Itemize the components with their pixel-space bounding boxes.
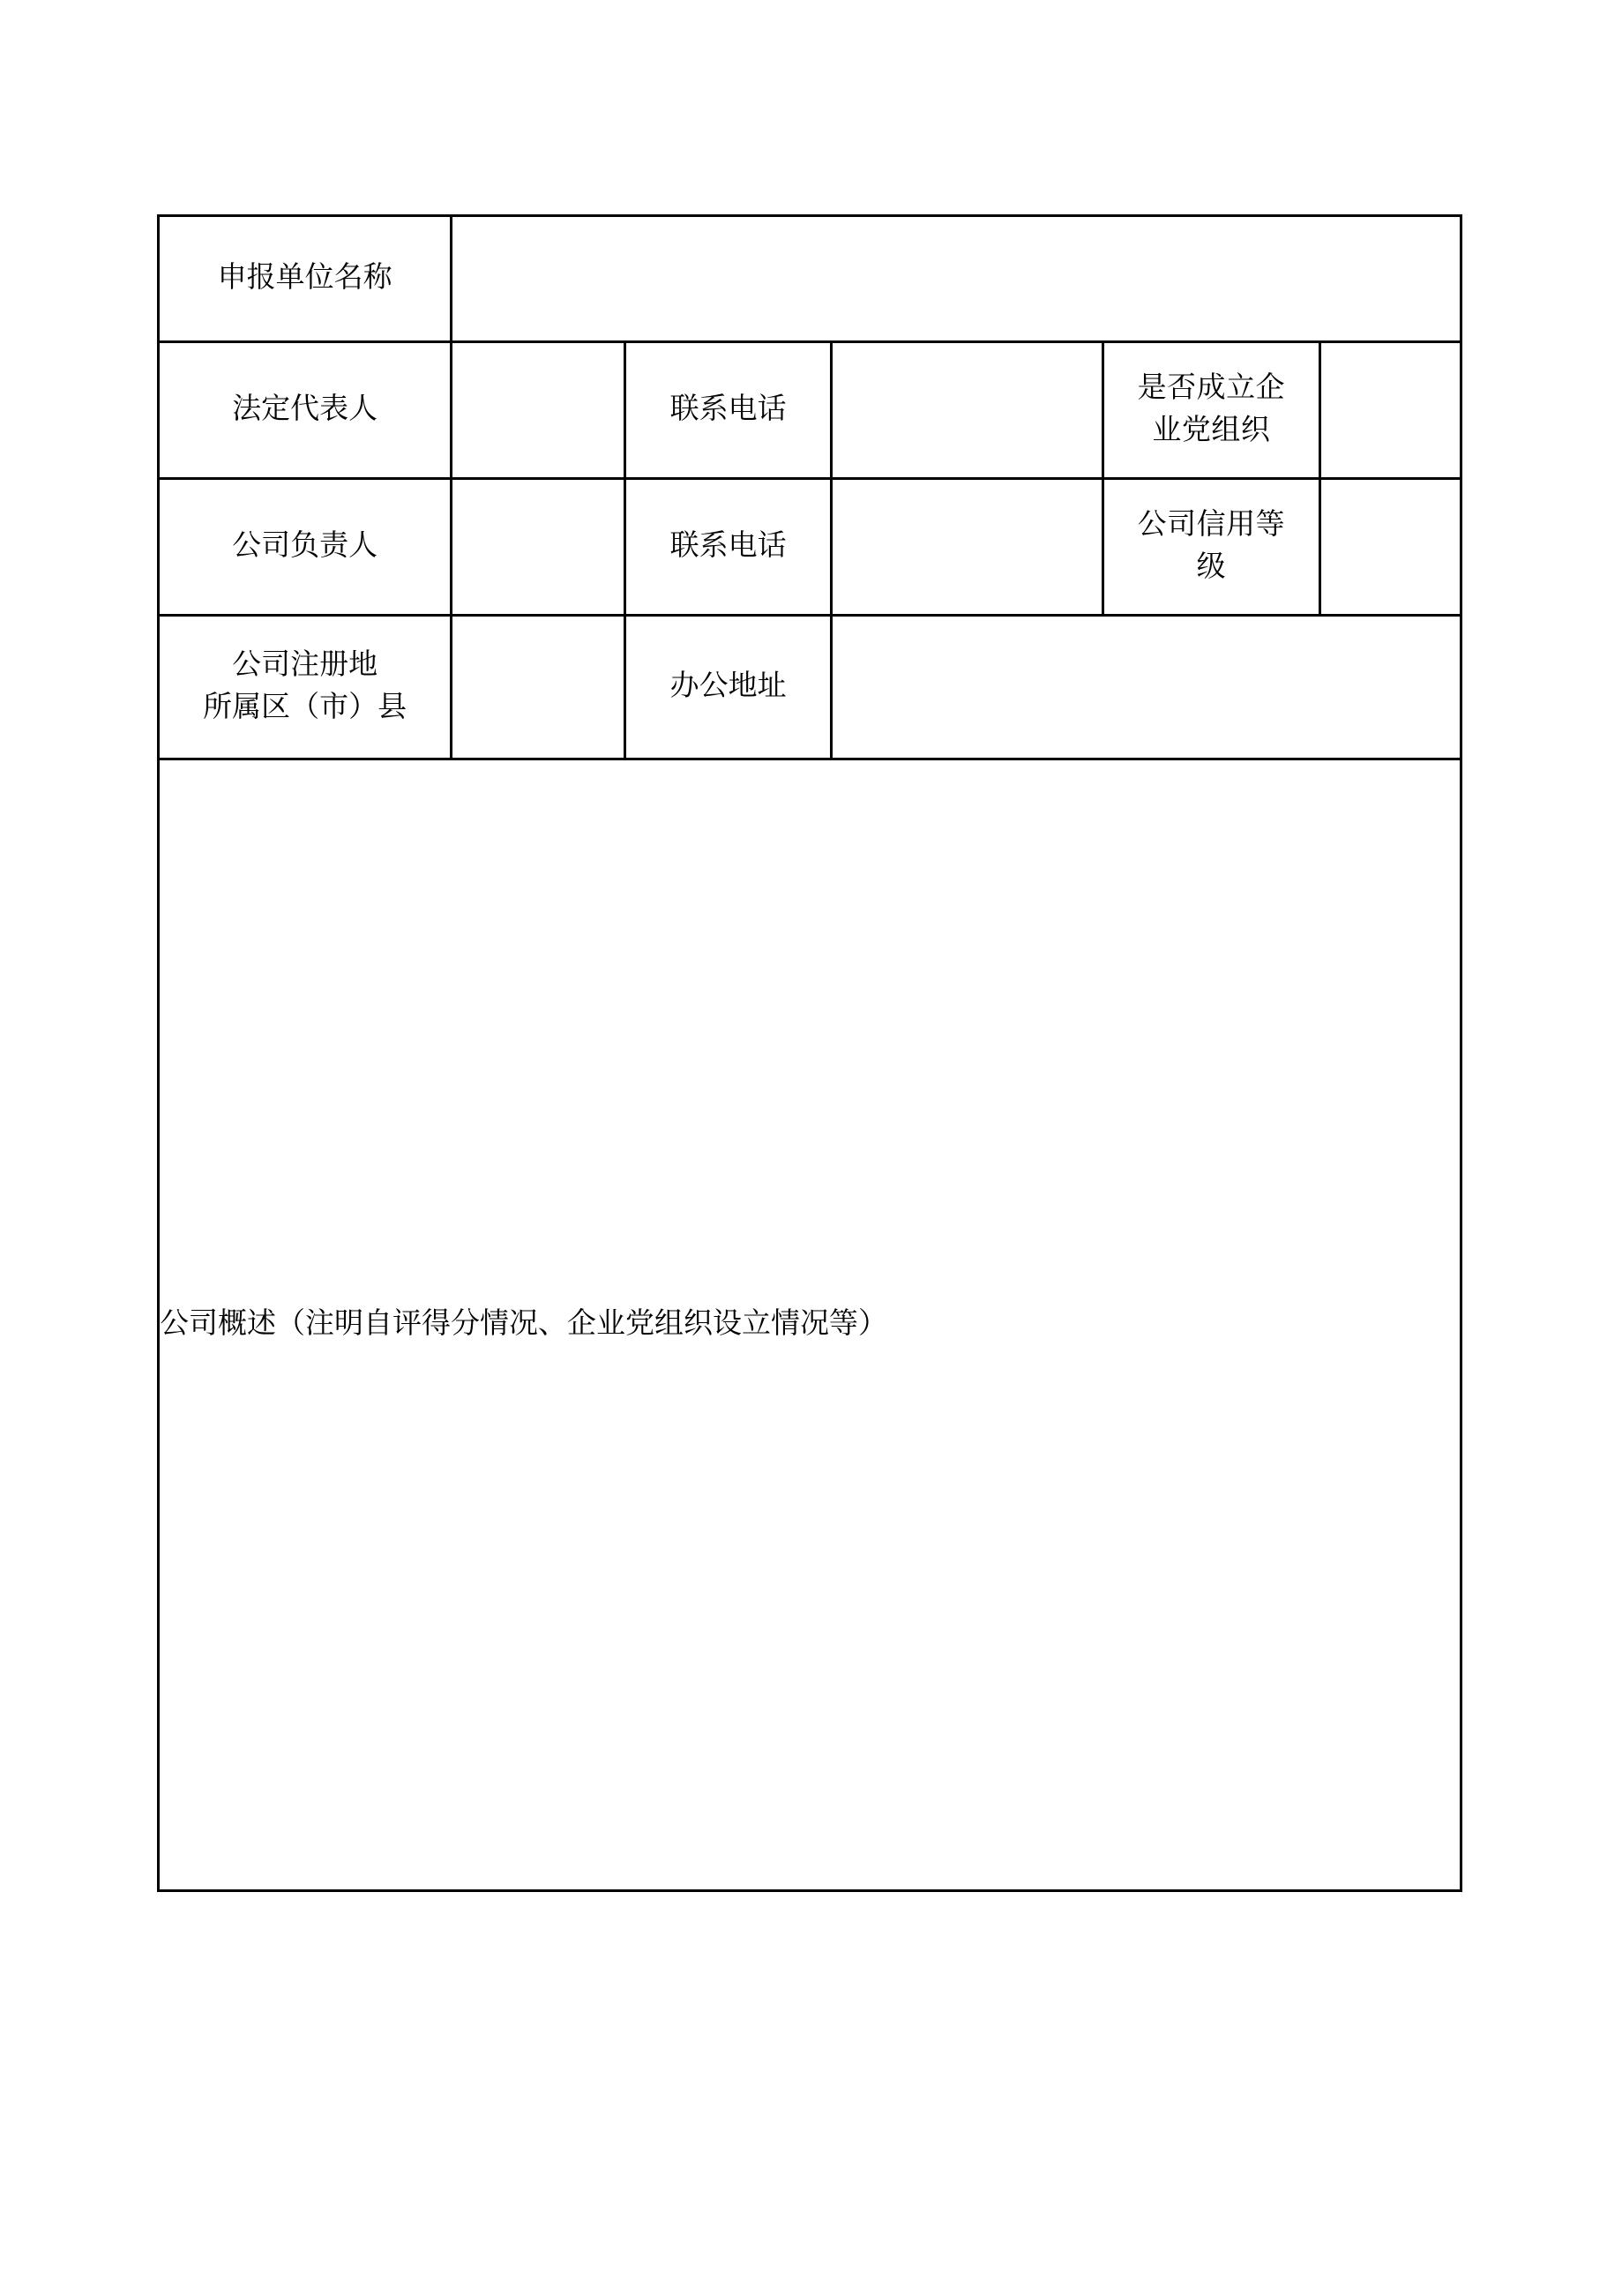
unit-name-label: 申报单位名称 bbox=[159, 216, 452, 342]
party-org-label-line1: 是否成立企 bbox=[1137, 372, 1286, 405]
credit-rating-label bbox=[1103, 479, 1319, 616]
legal-phone-label: 联系电话 bbox=[625, 342, 832, 479]
office-address-value[interactable] bbox=[832, 616, 1461, 759]
unit-name-value[interactable] bbox=[452, 216, 1461, 342]
office-address-label: 办公地址 bbox=[625, 616, 832, 759]
manager-label: 公司负责人 bbox=[159, 479, 452, 616]
registered-place-label-line2: 所属区（市）县 bbox=[203, 692, 407, 723]
application-form bbox=[157, 214, 1462, 1892]
registered-place-label-line1: 公司注册地 bbox=[232, 649, 378, 682]
table-row bbox=[159, 616, 1461, 759]
basic-info-table bbox=[157, 214, 1462, 1892]
legal-phone-value[interactable] bbox=[832, 342, 1103, 479]
manager-value[interactable] bbox=[452, 479, 625, 616]
table-row bbox=[159, 479, 1461, 616]
manager-phone-value[interactable] bbox=[832, 479, 1103, 616]
table-row bbox=[159, 216, 1461, 342]
credit-rating-label-line1: 公司信用等 bbox=[1137, 509, 1286, 542]
credit-rating-label-line2: 级 bbox=[1196, 551, 1227, 583]
credit-rating-value[interactable] bbox=[1319, 479, 1461, 616]
legal-rep-value[interactable] bbox=[452, 342, 625, 479]
legal-rep-label: 法定代表人 bbox=[159, 342, 452, 479]
table-row bbox=[159, 342, 1461, 479]
party-org-label bbox=[1103, 342, 1319, 479]
manager-phone-label: 联系电话 bbox=[625, 479, 832, 616]
party-org-label-line2: 业党组织 bbox=[1152, 415, 1271, 446]
party-org-value[interactable] bbox=[1319, 342, 1461, 479]
company-description-heading: 公司概述（注明自评得分情况、企业党组织设立情况等） bbox=[160, 1308, 887, 1341]
table-row bbox=[159, 759, 1461, 1891]
company-description-cell[interactable] bbox=[159, 759, 1461, 1891]
registered-place-value[interactable] bbox=[452, 616, 625, 759]
registered-place-label bbox=[159, 616, 452, 759]
